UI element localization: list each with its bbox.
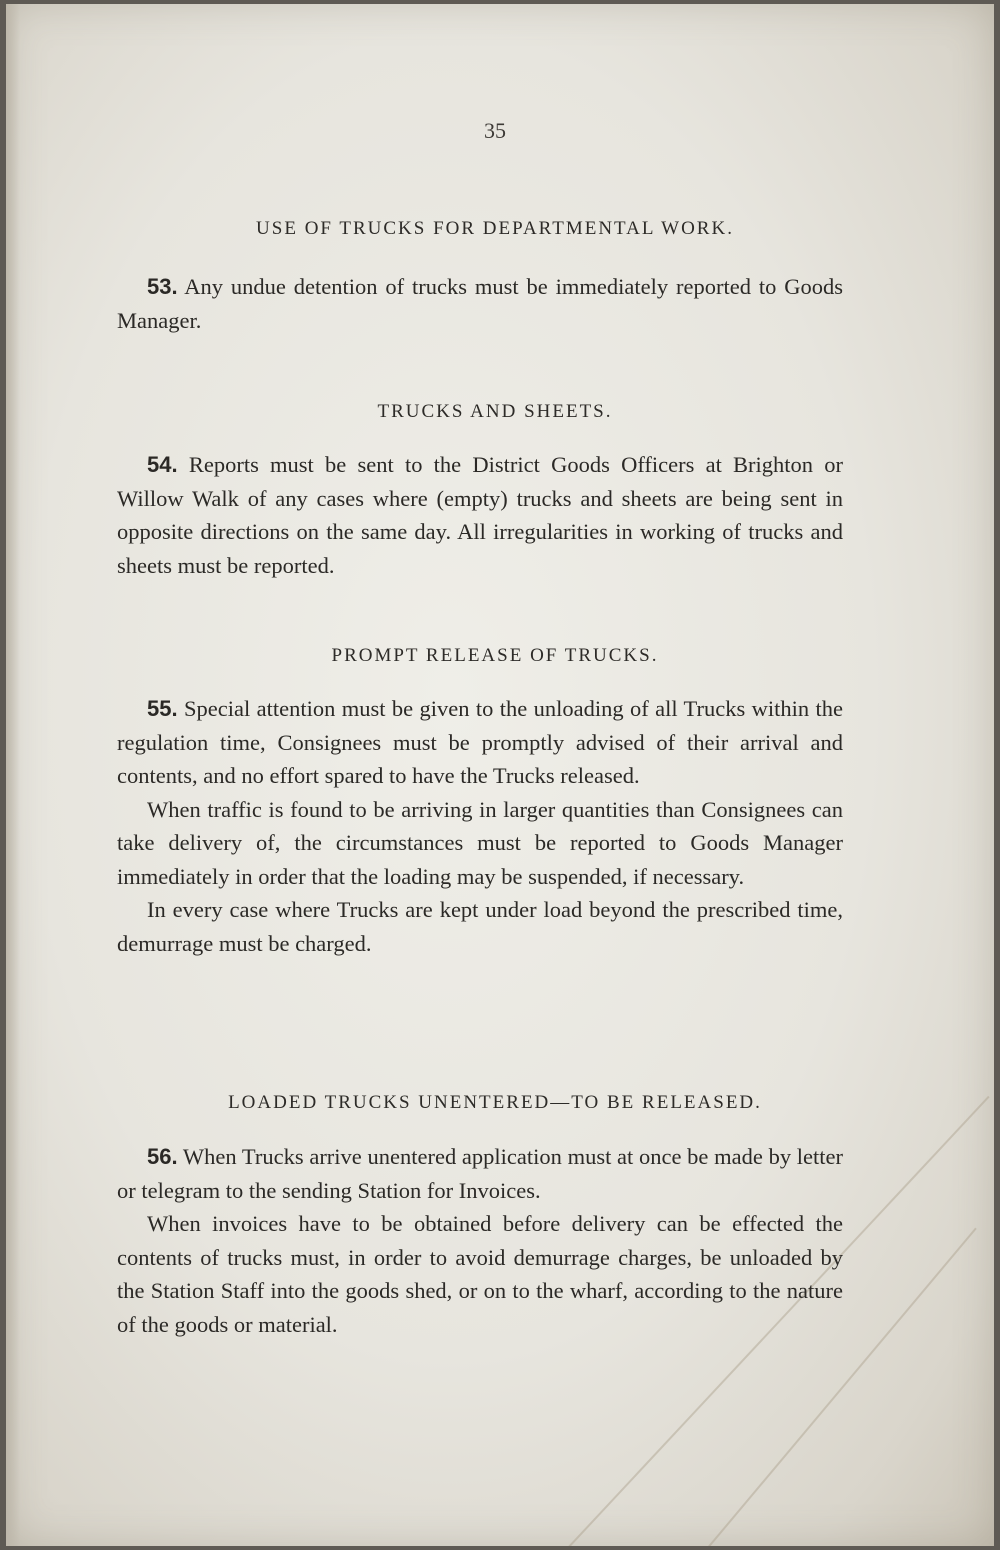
paragraph-text: When traffic is found to be arriving in larger quantities than Consignees can take delivery of, the circumstances must be reported to Goods Manager immediately in order that the loading may be suspended, if necessary. — [117, 796, 843, 889]
page-number: 35 — [484, 118, 506, 143]
paragraph-text: When invoices have to be obtained before delivery can be effected the contents of trucks must, in order to avoid demurrage charges, be unloaded by the Station Staff into the goods shed, or on to the wharf, according to the nature of the goods or material. — [117, 1211, 843, 1337]
paragraph-number: 54. — [147, 452, 178, 477]
section-heading: PROMPT RELEASE OF TRUCKS. — [331, 645, 659, 666]
paragraph-number: 55. — [147, 696, 178, 721]
paragraph-number: 53. — [147, 274, 178, 299]
paragraph-text: When Trucks arrive unentered application must at once be made by letter or telegram to the sending Station for Invoices. — [117, 1144, 843, 1203]
paragraph — [117, 270, 843, 337]
paragraph-text: In every case where Trucks are kept under load beyond the prescribed time, demurrage must be charged. — [117, 897, 843, 956]
paragraph — [117, 1140, 843, 1341]
paragraph — [117, 692, 843, 960]
paragraph-number: 56. — [147, 1144, 178, 1169]
paragraph-text: Special attention must be given to the unloading of all Trucks within the regulation time, Consignees must be promptly advised of their arrival and contents, and no effort spared to have the Trucks released. — [117, 696, 844, 788]
paragraph-text: Reports must be sent to the District Goods Officers at Brighton or Willow Walk of any cases where (empty) trucks and sheets are being sent in opposite directions on the same day. All irregularities in working of trucks and sheets must be reported. — [117, 452, 844, 578]
paragraph — [117, 448, 843, 582]
paragraph-text: Any undue detention of trucks must be immediately reported to Goods Manager. — [117, 274, 843, 333]
section-heading: TRUCKS AND SHEETS. — [377, 401, 613, 422]
section-heading: LOADED TRUCKS UNENTERED—TO BE RELEASED. — [228, 1092, 762, 1113]
document-page — [6, 4, 994, 1546]
section-heading: USE OF TRUCKS FOR DEPARTMENTAL WORK. — [256, 218, 734, 239]
